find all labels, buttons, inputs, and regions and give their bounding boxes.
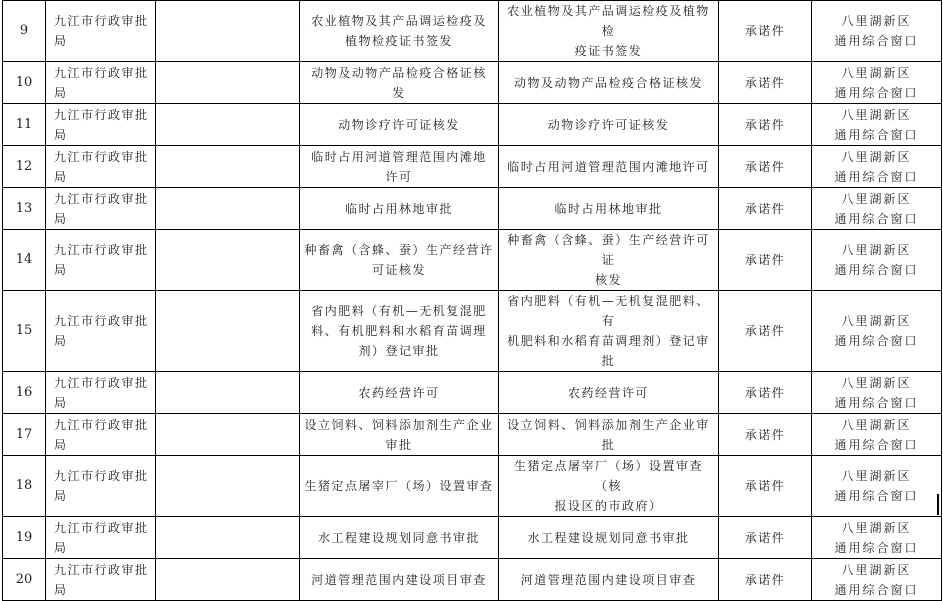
table-row <box>3 146 942 188</box>
service-window-cell-line: 八里湖新区 <box>841 375 912 390</box>
row-number: 15 <box>3 291 46 372</box>
item-name-cell <box>300 1 499 62</box>
service-window-cell-line: 通用综合窗口 <box>834 582 919 597</box>
item-name-cell <box>300 372 499 414</box>
item-name-cell <box>300 188 499 230</box>
service-window-cell-line: 八里湖新区 <box>841 520 912 535</box>
sub-item-cell <box>499 1 719 62</box>
item-name-cell <box>300 62 499 104</box>
handling-type-cell: 承诺件 <box>719 291 812 372</box>
table-row <box>3 104 942 146</box>
agency-cell <box>46 372 156 414</box>
service-window-cell-line: 通用综合窗口 <box>834 540 919 555</box>
agency-cell <box>46 1 156 62</box>
agency-cell <box>46 230 156 291</box>
table-row <box>3 456 942 517</box>
sub-item-cell <box>499 414 719 456</box>
empty-cell <box>156 456 300 517</box>
row-number: 12 <box>3 146 46 188</box>
service-window-cell <box>812 1 942 62</box>
agency-cell-line: 九江市行政审批 <box>54 375 149 390</box>
item-name-cell <box>300 414 499 456</box>
table-row <box>3 230 942 291</box>
empty-cell <box>156 146 300 188</box>
sub-item-cell-line: 疫证书签发 <box>574 44 643 58</box>
empty-cell <box>156 104 300 146</box>
item-name-cell-line: 剂）登记审批 <box>358 344 440 358</box>
sub-item-cell <box>499 517 719 559</box>
item-name-cell-line: 临时占用河道管理范围内滩地 <box>311 149 487 164</box>
table-row <box>3 1 942 62</box>
service-window-cell-line: 八里湖新区 <box>841 243 912 257</box>
item-name-cell <box>300 291 499 372</box>
row-number: 9 <box>3 1 46 62</box>
service-window-cell <box>812 146 942 188</box>
handling-type-cell: 承诺件 <box>719 414 812 456</box>
service-window-cell-line: 八里湖新区 <box>841 149 912 164</box>
handling-type-cell: 承诺件 <box>719 517 812 559</box>
service-window-cell-line: 八里湖新区 <box>841 417 912 432</box>
item-name-cell-line: 种畜禽（含蜂、蚕）生产经营许 <box>304 243 494 257</box>
agency-cell <box>46 146 156 188</box>
handling-type-cell: 承诺件 <box>719 62 812 104</box>
item-name-cell-line: 临时占用林地审批 <box>344 201 453 216</box>
sub-item-cell-line: 动物及动物产品检疫合格证核发 <box>513 75 703 90</box>
agency-cell-line: 局 <box>54 540 68 555</box>
service-window-cell <box>812 230 942 291</box>
agency-cell-line: 局 <box>54 334 68 348</box>
item-name-cell-line: 发 <box>392 85 406 100</box>
service-window-cell <box>812 372 942 414</box>
service-window-cell-line: 通用综合窗口 <box>834 127 919 142</box>
service-window-cell-line: 通用综合窗口 <box>834 334 919 348</box>
sub-item-cell-line: 省内肥料（有机—无机复混肥料、有 <box>507 294 710 328</box>
item-name-cell-line: 可证核发 <box>371 263 426 277</box>
empty-cell <box>156 62 300 104</box>
agency-cell-line: 九江市行政审批 <box>54 107 149 122</box>
service-window-cell <box>812 188 942 230</box>
sub-item-cell-line: 临时占用河道管理范围内滩地许可 <box>507 159 710 174</box>
table-row <box>3 62 942 104</box>
service-window-cell-line: 通用综合窗口 <box>834 211 919 226</box>
service-window-cell-line: 通用综合窗口 <box>834 395 919 410</box>
table-row <box>3 188 942 230</box>
item-name-cell-line: 动物诊疗许可证核发 <box>338 117 460 132</box>
service-window-cell-line: 通用综合窗口 <box>834 34 919 48</box>
sub-item-cell-line: 水工程建设规划同意书审批 <box>527 530 690 545</box>
service-window-cell <box>812 104 942 146</box>
table-body <box>3 1 942 601</box>
item-name-cell-line: 料、有机肥料和水稻育苗调理 <box>311 324 487 338</box>
sub-item-cell-line: 生猪定点屠宰厂（场）设置审查（核 <box>513 459 703 493</box>
agency-cell-line: 局 <box>54 395 68 410</box>
agency-cell-line: 局 <box>54 211 68 226</box>
agency-cell-line: 九江市行政审批 <box>54 243 149 257</box>
service-window-cell-line: 通用综合窗口 <box>834 437 919 452</box>
row-number: 18 <box>3 456 46 517</box>
sub-item-cell-line: 核发 <box>594 273 622 287</box>
empty-cell <box>156 517 300 559</box>
item-name-cell-line: 植物检疫证书签发 <box>344 34 453 48</box>
table-row <box>3 372 942 414</box>
row-number: 19 <box>3 517 46 559</box>
item-name-cell <box>300 517 499 559</box>
agency-cell-line: 九江市行政审批 <box>54 520 149 535</box>
sub-item-cell-line: 动物诊疗许可证核发 <box>547 117 670 132</box>
empty-cell <box>156 291 300 372</box>
sub-item-cell-line: 河道管理范围内建设项目审查 <box>520 572 697 587</box>
agency-cell <box>46 456 156 517</box>
sub-item-cell-line: 农业植物及其产品调运检疫及植物检 <box>507 4 710 38</box>
empty-cell <box>156 1 300 62</box>
service-window-cell-line: 八里湖新区 <box>841 14 912 28</box>
agency-cell-line: 局 <box>54 437 68 452</box>
agency-cell-line: 局 <box>54 34 68 48</box>
service-window-cell-line: 通用综合窗口 <box>834 263 919 277</box>
row-number: 11 <box>3 104 46 146</box>
sub-item-cell <box>499 559 719 601</box>
row-number: 16 <box>3 372 46 414</box>
sub-item-cell <box>499 456 719 517</box>
service-window-cell-line: 通用综合窗口 <box>834 85 919 100</box>
service-window-cell-line: 八里湖新区 <box>841 562 912 577</box>
sub-item-cell <box>499 291 719 372</box>
agency-cell-line: 局 <box>54 263 68 277</box>
item-name-cell-line: 审批 <box>385 437 413 452</box>
service-window-cell-line: 八里湖新区 <box>841 107 912 122</box>
sub-item-cell-line: 农药经营许可 <box>567 385 649 400</box>
row-number: 10 <box>3 62 46 104</box>
sub-item-cell <box>499 104 719 146</box>
sub-item-cell-line: 设立饲料、饲料添加剂生产企业审批 <box>507 417 710 452</box>
service-window-cell <box>812 414 942 456</box>
service-window-cell <box>812 559 942 601</box>
agency-cell-line: 九江市行政审批 <box>54 14 149 28</box>
service-window-cell-line: 八里湖新区 <box>841 191 912 206</box>
sub-item-cell <box>499 146 719 188</box>
row-number: 13 <box>3 188 46 230</box>
agency-cell-line: 局 <box>54 85 68 100</box>
sub-item-cell-line: 临时占用林地审批 <box>554 201 663 216</box>
agency-cell <box>46 188 156 230</box>
sub-item-cell <box>499 230 719 291</box>
agency-cell-line: 九江市行政审批 <box>54 314 149 328</box>
item-name-cell-line: 农业植物及其产品调运检疫及 <box>311 14 487 28</box>
sub-item-cell <box>499 62 719 104</box>
service-window-cell <box>812 517 942 559</box>
item-name-cell-line: 动物及动物产品检疫合格证核 <box>311 65 487 80</box>
service-window-cell-line: 通用综合窗口 <box>834 489 919 503</box>
item-name-cell-line: 河道管理范围内建设项目审查 <box>311 572 487 587</box>
agency-cell <box>46 291 156 372</box>
table-row <box>3 559 942 601</box>
service-window-cell-line: 通用综合窗口 <box>834 169 919 184</box>
row-number: 17 <box>3 414 46 456</box>
service-window-cell <box>812 456 942 517</box>
sub-item-cell-line: 报设区的市政府） <box>554 499 663 513</box>
service-window-cell-line: 八里湖新区 <box>841 65 912 80</box>
handling-type-cell: 承诺件 <box>719 146 812 188</box>
item-name-cell-line: 农药经营许可 <box>358 385 440 400</box>
right-edge-mark <box>937 494 939 515</box>
empty-cell <box>156 188 300 230</box>
agency-cell <box>46 559 156 601</box>
agency-cell-line: 九江市行政审批 <box>54 149 149 164</box>
item-name-cell-line: 水工程建设规划同意书审批 <box>317 530 480 545</box>
agency-cell <box>46 104 156 146</box>
agency-cell-line: 九江市行政审批 <box>54 417 149 432</box>
item-name-cell <box>300 230 499 291</box>
service-window-cell <box>812 62 942 104</box>
agency-cell <box>46 62 156 104</box>
item-name-cell-line: 生猪定点屠宰厂（场）设置审查 <box>304 479 494 493</box>
agency-cell-line: 九江市行政审批 <box>54 469 149 483</box>
handling-type-cell: 承诺件 <box>719 230 812 291</box>
agency-cell-line: 九江市行政审批 <box>54 562 149 577</box>
empty-cell <box>156 230 300 291</box>
sub-item-cell-line: 机肥料和水稻育苗调理剂）登记审批 <box>507 334 710 368</box>
handling-type-cell: 承诺件 <box>719 188 812 230</box>
item-name-cell-line: 设立饲料、饲料添加剂生产企业 <box>304 417 494 432</box>
handling-type-cell: 承诺件 <box>719 372 812 414</box>
table-row <box>3 291 942 372</box>
item-name-cell <box>300 104 499 146</box>
sub-item-cell-line: 种畜禽（含蜂、蚕）生产经营许可证 <box>507 233 710 267</box>
approval-items-table <box>2 0 942 601</box>
agency-cell-line: 九江市行政审批 <box>54 65 149 80</box>
handling-type-cell: 承诺件 <box>719 456 812 517</box>
row-number: 14 <box>3 230 46 291</box>
agency-cell-line: 局 <box>54 127 68 142</box>
sub-item-cell <box>499 188 719 230</box>
handling-type-cell: 承诺件 <box>719 559 812 601</box>
empty-cell <box>156 372 300 414</box>
item-name-cell <box>300 559 499 601</box>
item-name-cell-line: 许可 <box>385 169 413 184</box>
item-name-cell <box>300 456 499 517</box>
service-window-cell-line: 八里湖新区 <box>841 469 912 483</box>
item-name-cell-line: 省内肥料（有机—无机复混肥 <box>311 304 487 318</box>
table-row <box>3 414 942 456</box>
service-window-cell-line: 八里湖新区 <box>841 314 912 328</box>
empty-cell <box>156 559 300 601</box>
handling-type-cell: 承诺件 <box>719 1 812 62</box>
agency-cell <box>46 517 156 559</box>
agency-cell <box>46 414 156 456</box>
empty-cell <box>156 414 300 456</box>
agency-cell-line: 局 <box>54 169 68 184</box>
agency-cell-line: 九江市行政审批 <box>54 191 149 206</box>
row-number: 20 <box>3 559 46 601</box>
agency-cell-line: 局 <box>54 582 68 597</box>
agency-cell-line: 局 <box>54 489 68 503</box>
item-name-cell <box>300 146 499 188</box>
table-row <box>3 517 942 559</box>
service-window-cell <box>812 291 942 372</box>
handling-type-cell: 承诺件 <box>719 104 812 146</box>
sub-item-cell <box>499 372 719 414</box>
